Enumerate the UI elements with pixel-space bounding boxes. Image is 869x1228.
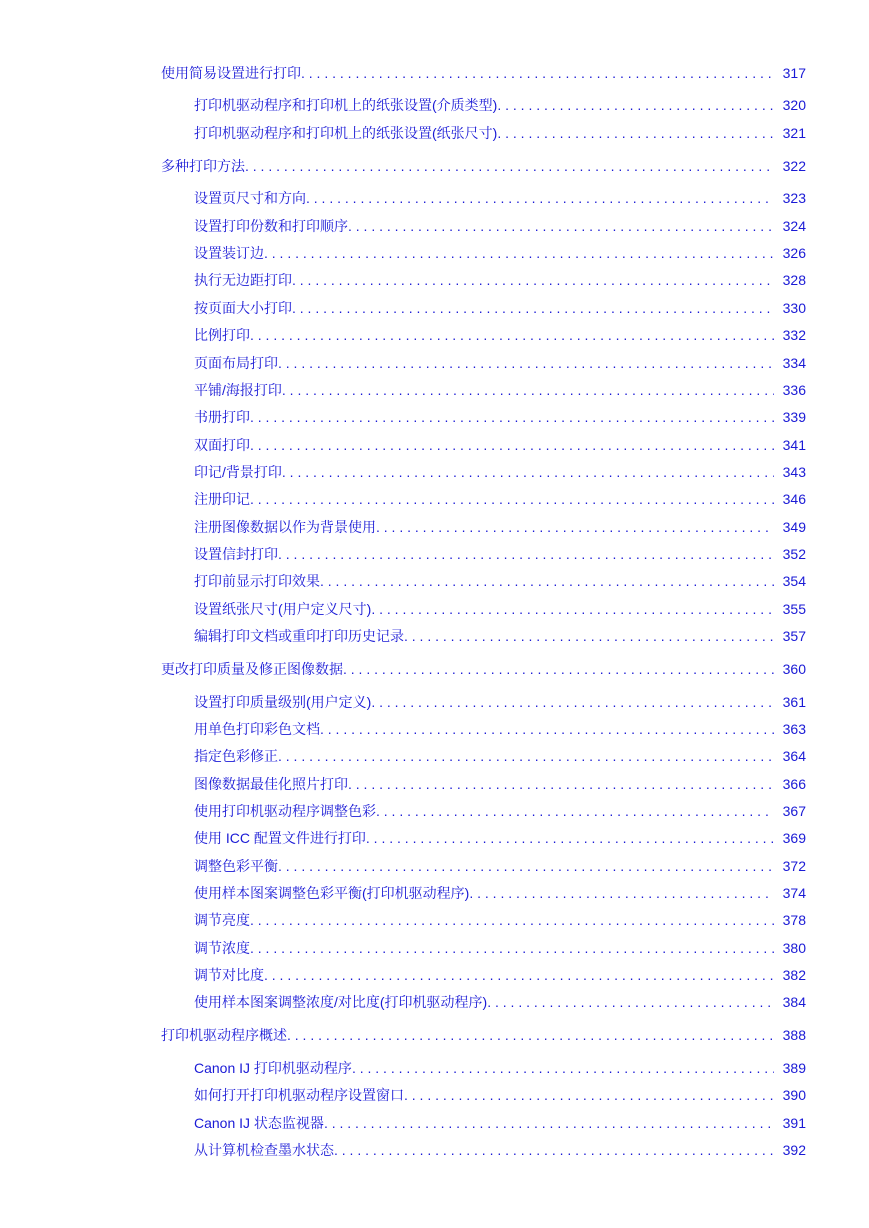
toc-section-link[interactable] (161, 1026, 806, 1044)
toc-page-number: 323 (782, 190, 806, 206)
toc-page-number: 355 (782, 601, 806, 617)
dot-leader (348, 217, 774, 235)
toc-subsection-link[interactable] (194, 720, 806, 738)
toc-subsection-link[interactable] (194, 518, 806, 536)
toc-section-link[interactable] (161, 64, 806, 82)
dot-leader (250, 436, 774, 454)
toc-page-number: 357 (782, 628, 806, 644)
toc-page-number: 330 (782, 300, 806, 316)
toc-page-number: 322 (782, 158, 806, 174)
toc-page-number: 336 (782, 382, 806, 398)
toc-page-number: 378 (782, 912, 806, 928)
toc-entry-title: 平铺/海报打印 (194, 382, 282, 398)
toc-entry-title: 设置信封打印 (194, 546, 278, 562)
dot-leader (287, 1026, 774, 1044)
toc-entry-title: 页面布局打印 (194, 355, 278, 371)
toc-entry-title: 设置打印份数和打印顺序 (194, 218, 348, 234)
toc-page-number: 317 (782, 65, 806, 81)
toc-page-number: 380 (782, 940, 806, 956)
toc-entry-title: 使用样本图案调整浓度/对比度(打印机驱动程序) (194, 994, 488, 1010)
dot-leader (278, 545, 774, 563)
dot-leader (250, 326, 774, 344)
toc-entry-title: 从计算机检查墨水状态 (194, 1142, 334, 1158)
toc-entry-title: 调节浓度 (194, 940, 250, 956)
toc-subsection-link[interactable] (194, 966, 806, 984)
toc-entry-title: 设置页尺寸和方向 (194, 190, 306, 206)
toc-page-number: 321 (782, 125, 806, 141)
toc-entry-title: 更改打印质量及修正图像数据 (161, 661, 343, 677)
toc-page-number: 366 (782, 776, 806, 792)
toc-subsection-link[interactable] (194, 1141, 806, 1159)
toc-subsection-link[interactable] (194, 244, 806, 262)
dot-leader (343, 660, 774, 678)
toc-entry-title: 使用 ICC 配置文件进行打印 (194, 830, 366, 846)
toc-entry-title: 按页面大小打印 (194, 300, 292, 316)
dot-leader (301, 64, 774, 82)
dot-leader (376, 518, 774, 536)
toc-page-number: 382 (782, 967, 806, 983)
toc-entry-title: 打印机驱动程序和打印机上的纸张设置(纸张尺寸) (194, 125, 498, 141)
dot-leader (264, 244, 774, 262)
toc-entry-title: Canon IJ 状态监视器 (194, 1115, 324, 1131)
toc-page-number: 341 (782, 437, 806, 453)
dot-leader (278, 354, 774, 372)
toc-entry-title: 多种打印方法 (161, 158, 245, 174)
dot-leader (278, 747, 774, 765)
toc-entry-title: 打印机驱动程序和打印机上的纸张设置(介质类型) (194, 97, 498, 113)
toc-page-number: 390 (782, 1087, 806, 1103)
toc-page-number: 384 (782, 994, 806, 1010)
dot-leader (371, 600, 774, 618)
toc-subsection-link[interactable] (194, 911, 806, 929)
toc-entry-title: 编辑打印文档或重印打印历史记录 (194, 628, 404, 644)
toc-subsection-link[interactable] (194, 600, 806, 618)
dot-leader (334, 1141, 774, 1159)
toc-entry-title: 打印机驱动程序概述 (161, 1027, 287, 1043)
toc-entry-title: 调整色彩平衡 (194, 858, 278, 874)
dot-leader (250, 490, 774, 508)
toc-subsection-link[interactable] (194, 299, 806, 317)
toc-page-number: 372 (782, 858, 806, 874)
toc-page-number: 339 (782, 409, 806, 425)
toc-entry-title: 书册打印 (194, 409, 250, 425)
toc-entry-title: 使用简易设置进行打印 (161, 65, 301, 81)
dot-leader (497, 96, 774, 114)
toc-page-number: 360 (782, 661, 806, 677)
toc-subsection-link[interactable] (194, 408, 806, 426)
toc-page-number: 352 (782, 546, 806, 562)
toc-page-number: 391 (782, 1115, 806, 1131)
toc-subsection-link[interactable] (194, 354, 806, 372)
dot-leader (348, 775, 774, 793)
toc-subsection-link[interactable] (194, 775, 806, 793)
toc-page-number: 392 (782, 1142, 806, 1158)
toc-page-number: 324 (782, 218, 806, 234)
toc-page-number: 363 (782, 721, 806, 737)
toc-page-number: 343 (782, 464, 806, 480)
toc-subsection-link[interactable] (194, 1059, 806, 1077)
dot-leader (320, 572, 774, 590)
toc-page-number: 367 (782, 803, 806, 819)
toc-page-number: 354 (782, 573, 806, 589)
toc-subsection-link[interactable] (194, 939, 806, 957)
toc-entry-title: 比例打印 (194, 327, 250, 343)
toc-subsection-link[interactable] (194, 857, 806, 875)
dot-leader (250, 911, 774, 929)
toc-subsection-link[interactable] (194, 463, 806, 481)
dot-leader (250, 939, 774, 957)
toc-page-number: 334 (782, 355, 806, 371)
toc-page-number: 320 (782, 97, 806, 113)
dot-leader (282, 381, 774, 399)
toc-page-number: 361 (782, 694, 806, 710)
toc-subsection-link[interactable] (194, 627, 806, 645)
toc-subsection-link[interactable] (194, 747, 806, 765)
dot-leader (292, 299, 774, 317)
toc-subsection-link[interactable] (194, 572, 806, 590)
toc-page-number: 346 (782, 491, 806, 507)
dot-leader (282, 463, 774, 481)
toc-entry-title: 设置装订边 (194, 245, 264, 261)
toc-entry-title: 使用打印机驱动程序调整色彩 (194, 803, 376, 819)
toc-entry-title: 设置打印质量级别(用户定义) (194, 694, 372, 710)
toc-subsection-link[interactable] (194, 381, 806, 399)
toc-subsection-link[interactable] (194, 96, 806, 114)
toc-entry-title: 用单色打印彩色文档 (194, 721, 320, 737)
toc-entry-title: 指定色彩修正 (194, 748, 278, 764)
toc-subsection-link[interactable] (194, 1086, 806, 1104)
toc-page-number: 388 (782, 1027, 806, 1043)
dot-leader (497, 124, 774, 142)
dot-leader (376, 802, 774, 820)
toc-entry-title: 调节对比度 (194, 967, 264, 983)
dot-leader (250, 408, 774, 426)
toc-subsection-link[interactable] (194, 189, 806, 207)
toc-page-number: 364 (782, 748, 806, 764)
toc-page-number: 332 (782, 327, 806, 343)
toc-page-number: 349 (782, 519, 806, 535)
toc-entry-title: 使用样本图案调整色彩平衡(打印机驱动程序) (194, 885, 470, 901)
toc-page-number: 326 (782, 245, 806, 261)
toc-subsection-link[interactable] (194, 545, 806, 563)
toc-page-number: 369 (782, 830, 806, 846)
dot-leader (292, 271, 774, 289)
toc-entry-title: 印记/背景打印 (194, 464, 282, 480)
toc-subsection-link[interactable] (194, 884, 806, 902)
toc-entry-title: 双面打印 (194, 437, 250, 453)
dot-leader (278, 857, 774, 875)
toc-subsection-link[interactable] (194, 217, 806, 235)
toc-entry-title: 打印前显示打印效果 (194, 573, 320, 589)
toc-page-number: 389 (782, 1060, 806, 1076)
toc-section-link[interactable] (161, 660, 806, 678)
toc-subsection-link[interactable] (194, 829, 806, 847)
dot-leader (366, 829, 774, 847)
toc-entry-title: 如何打开打印机驱动程序设置窗口 (194, 1087, 404, 1103)
toc-subsection-link[interactable] (194, 1114, 806, 1132)
toc-subsection-link[interactable] (194, 271, 806, 289)
dot-leader (306, 189, 774, 207)
dot-leader (264, 966, 774, 984)
toc-entry-title: 执行无边距打印 (194, 272, 292, 288)
dot-leader (320, 720, 774, 738)
toc-section-link[interactable] (161, 157, 806, 175)
toc-page-number: 374 (782, 885, 806, 901)
toc-subsection-link[interactable] (194, 124, 806, 142)
toc-entry-title: 注册图像数据以作为背景使用 (194, 519, 376, 535)
toc-entry-title: 图像数据最佳化照片打印 (194, 776, 348, 792)
dot-leader (404, 1086, 774, 1104)
dot-leader (324, 1114, 774, 1132)
toc-page-number: 328 (782, 272, 806, 288)
toc-entry-title: 注册印记 (194, 491, 250, 507)
dot-leader (371, 693, 774, 711)
dot-leader (469, 884, 774, 902)
dot-leader (404, 627, 774, 645)
toc-entry-title: Canon IJ 打印机驱动程序 (194, 1060, 352, 1076)
toc-subsection-link[interactable] (194, 802, 806, 820)
dot-leader (487, 993, 774, 1011)
toc-subsection-link[interactable] (194, 693, 806, 711)
toc-entry-title: 设置纸张尺寸(用户定义尺寸) (194, 601, 372, 617)
toc-subsection-link[interactable] (194, 326, 806, 344)
toc-subsection-link[interactable] (194, 993, 806, 1011)
toc-entry-title: 调节亮度 (194, 912, 250, 928)
dot-leader (352, 1059, 774, 1077)
toc-subsection-link[interactable] (194, 436, 806, 454)
toc-subsection-link[interactable] (194, 490, 806, 508)
dot-leader (245, 157, 774, 175)
